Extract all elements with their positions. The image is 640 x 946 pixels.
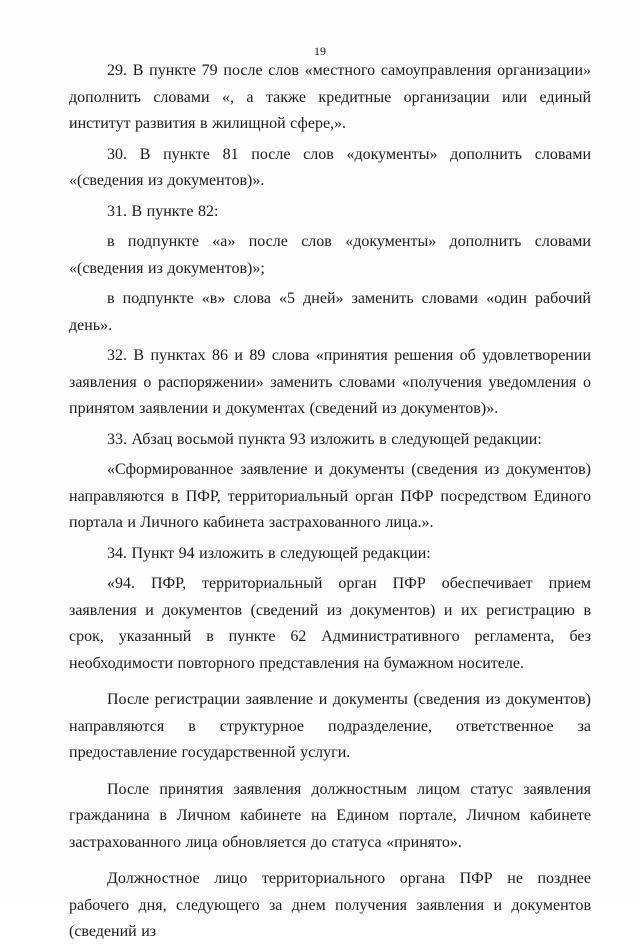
paragraph-33: 33. Абзац восьмой пункта 93 изложить в следующей редакции: [107,430,542,448]
paragraph-31: 31. В пункте 82: [107,202,219,220]
paragraph-official: Должностное лицо территориального органа ПФР не позднее рабочего дня, следующего за днем получения заявления и документов (сведений из [69,870,591,940]
paragraph-31-subpoint-a: в подпункте «а» после слов «документы» дополнить словами «(сведения из документов)»; [69,233,591,277]
paragraph-31-subpoint-v: в подпункте «в» слова «5 дней» заменить словами «один рабочий день». [69,290,591,334]
page-number: 19 [314,44,326,58]
paragraph-29: 29. В пункте 79 после слов «местного самоуправления организации» дополнить словами «, а также кредитные организации или единый институт развития в жилищной сфере,». [69,62,591,132]
paragraph-94-quote: «94. ПФР, территориальный орган ПФР обеспечивает прием заявления и документов (сведений из документов) и их регистрацию в срок, указанный в пункте 62 Административного регламента, без необходимости повторного представления на бумажном носителе. [69,575,591,672]
paragraph-34: 34. Пункт 94 изложить в следующей редакции: [107,544,431,562]
paragraph-after-registration: После регистрации заявление и документы (сведения из документов) направляются в структурное подразделение, ответственное за предоставление государственной услуги. [69,691,591,761]
paragraph-30: 30. В пункте 81 после слов «документы» дополнить словами «(сведения из документов)». [69,145,591,189]
document-body [69,58,591,946]
paragraph-33-quote: «Сформированное заявление и документы (сведения из документов) направляются в ПФР, территориальный орган ПФР посредством Единого портала и Личного кабинета застрахованного лица.». [69,461,591,531]
paragraph-32: 32. В пунктах 86 и 89 слова «принятия решения об удовлетворении заявления о распоряжении» заменить словами «получения уведомления о принятом заявлении и документах (сведений из документов)». [69,347,591,417]
paragraph-after-acceptance: После принятия заявления должностным лицом статус заявления гражданина в Личном кабинете на Едином портале, Личном кабинете застрахованного лица обновляется до статуса «принято». [69,780,591,851]
